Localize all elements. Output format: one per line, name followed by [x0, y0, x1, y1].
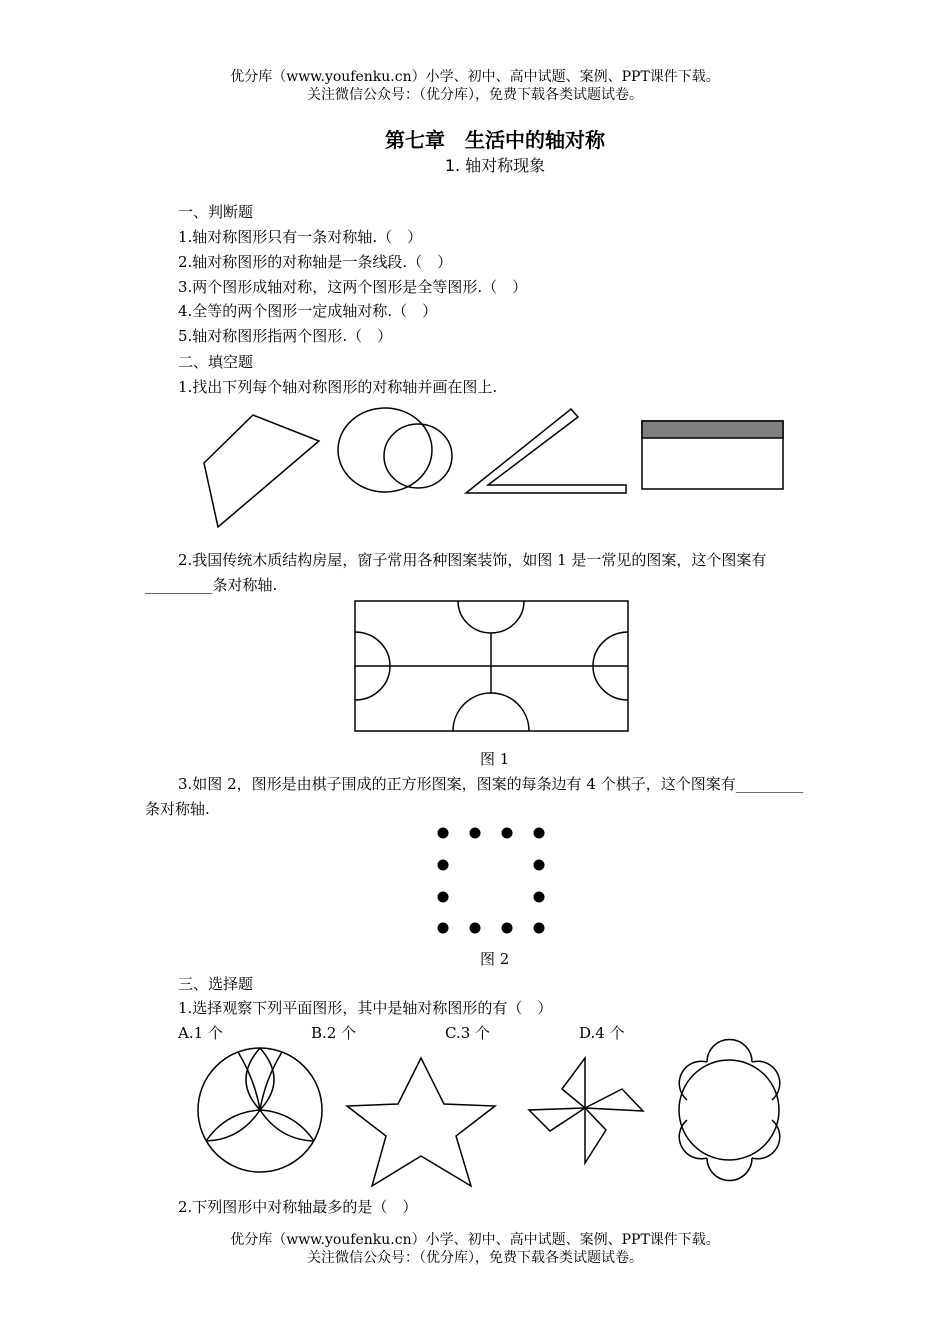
tri-petal-circle-shape [198, 1048, 322, 1172]
option-d: D.4 个 [579, 1024, 625, 1042]
fill-q3: 3.如图 2，图形是由棋子围成的正方形图案，图案的每条边有 4 个棋子，这个图案有_________条对称轴. [145, 775, 804, 818]
section2-heading: 二、填空题 [178, 353, 254, 371]
option-c: C.3 个 [445, 1024, 491, 1042]
pinwheel-shape [529, 1058, 643, 1163]
header-line-2: 关注微信公众号：（优分库），免费下载各类试题试卷。 [307, 87, 643, 103]
choice-q2: 2.下列图形中对称轴最多的是（ ） [178, 1198, 418, 1216]
section1-heading: 一、判断题 [178, 203, 254, 221]
fill-q2: 2.我国传统木质结构房屋，窗子常用各种图案装饰，如图 1 是一常见的图案，这个图案有_________条对称轴. [145, 551, 767, 594]
section-subtitle: 1. 轴对称现象 [444, 156, 546, 175]
tf-item-2: 2.轴对称图形的对称轴是一条线段.（ ） [178, 253, 453, 271]
header-line-1: 优分库（www.youfenku.cn）小学、初中、高中试题、案例、PPT课件下载。 [230, 69, 720, 85]
choice-q1: 1.选择观察下列平面图形，其中是轴对称图形的有（ ） [178, 999, 553, 1017]
tf-item-1: 1.轴对称图形只有一条对称轴.（ ） [178, 228, 423, 246]
star-shape [347, 1058, 495, 1186]
fill-q1: 1.找出下列每个轴对称图形的对称轴并画在图上. [178, 378, 498, 396]
figure-2-caption: 图 2 [480, 950, 510, 968]
section3-heading: 三、选择题 [178, 975, 254, 993]
footer-line-1: 优分库（www.youfenku.cn）小学、初中、高中试题、案例、PPT课件下载。 [230, 1232, 720, 1248]
flower-shape [679, 1040, 780, 1181]
tf-item-5: 5.轴对称图形指两个图形.（ ） [178, 327, 393, 345]
footer-line-2: 关注微信公众号：（优分库），免费下载各类试题试卷。 [307, 1250, 643, 1266]
tf-item-3: 3.两个图形成轴对称，这两个图形是全等图形.（ ） [178, 278, 528, 296]
option-a: A.1 个 [178, 1024, 223, 1042]
option-b: B.2 个 [311, 1024, 357, 1042]
figure-1-caption: 图 1 [480, 750, 510, 768]
tf-item-4: 4.全等的两个图形一定成轴对称.（ ） [178, 302, 438, 320]
chapter-title: 第七章 生活中的轴对称 [385, 128, 605, 152]
